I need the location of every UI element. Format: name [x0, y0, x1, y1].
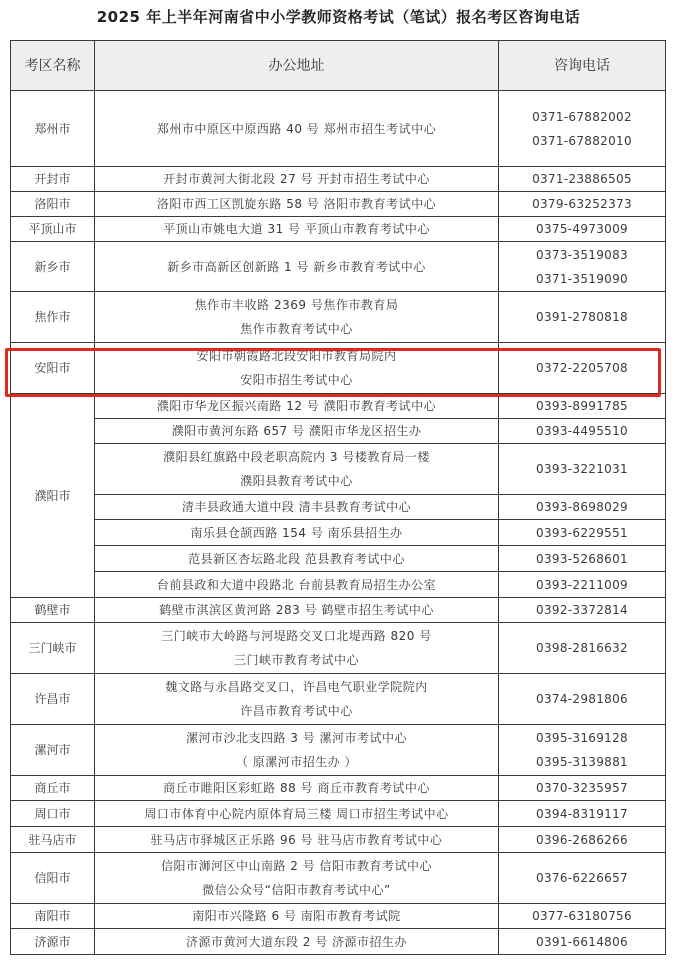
area-cell: 南阳市: [11, 904, 95, 929]
address-cell: 新乡市高新区创新路 1 号 新乡市教育考试中心: [95, 242, 499, 292]
address-cell: 商丘市睢阳区彩虹路 88 号 商丘市教育考试中心: [95, 776, 499, 801]
table-row: [11, 929, 666, 955]
area-cell: 周口市: [11, 801, 95, 827]
page-title: 2025 年上半年河南省中小学教师资格考试（笔试）报名考区咨询电话: [96, 8, 581, 26]
table-row: [11, 572, 666, 598]
area-cell: 驻马店市: [11, 827, 95, 853]
address-line: 信阳市浉河区中山南路 2 号 信阳市教育考试中心: [160, 859, 433, 873]
address-line: 漯河市沙北支四路 3 号 漯河市考试中心: [185, 731, 408, 745]
phone-cell: 0393-8991785: [499, 394, 666, 419]
address-line: （ 原漯河市招生办 ）: [235, 755, 358, 769]
area-cell: 郑州市: [11, 91, 95, 167]
address-cell: 范县新区杏坛路北段 范县教育考试中心: [95, 546, 499, 572]
area-cell: 商丘市: [11, 776, 95, 801]
address-cell: [95, 292, 499, 343]
table-row: [11, 217, 666, 242]
phone-number: 0373-3519083: [536, 247, 628, 262]
phone-cell: 0393-3221031: [499, 444, 666, 495]
table-row: [11, 827, 666, 853]
address-cell: 南乐县仓颉西路 154 号 南乐县招生办: [95, 520, 499, 546]
phone-cell: 0392-3372814: [499, 598, 666, 623]
phone-cell: 0393-4495510: [499, 419, 666, 444]
table-row-highlighted: [11, 343, 666, 394]
table-row: [11, 520, 666, 546]
phone-cell: [499, 91, 666, 167]
table-row: [11, 91, 666, 167]
address-cell: 濮阳市华龙区振兴南路 12 号 濮阳市教育考试中心: [95, 394, 499, 419]
phone-cell: 0379-63252373: [499, 192, 666, 217]
phone-cell: 0372-2205708: [499, 343, 666, 394]
area-cell: 三门峡市: [11, 623, 95, 674]
table-row: [11, 801, 666, 827]
table-row: [11, 394, 666, 419]
area-cell: 平顶山市: [11, 217, 95, 242]
address-cell: [95, 343, 499, 394]
phone-cell: 0391-6614806: [499, 929, 666, 955]
address-cell: 台前县政和大道中段路北 台前县教育局招生办公室: [95, 572, 499, 598]
area-cell: 许昌市: [11, 674, 95, 725]
phone-cell: [499, 242, 666, 292]
address-line: 焦作市教育考试中心: [240, 322, 353, 336]
address-line: 濮阳县红旗路中段老职高院内 3 号楼教育局一楼: [163, 450, 430, 464]
phone-number: 0395-3169128: [536, 731, 628, 745]
address-cell: 鹤壁市淇滨区黄河路 283 号 鹤壁市招生考试中心: [95, 598, 499, 623]
address-line: 三门峡市教育考试中心: [233, 653, 359, 667]
phone-cell: 0394-8319117: [499, 801, 666, 827]
phone-cell: 0371-23886505: [499, 167, 666, 192]
area-cell: 济源市: [11, 929, 95, 955]
area-cell: 鹤壁市: [11, 598, 95, 623]
address-line: 濮阳县教育考试中心: [240, 474, 353, 488]
phone-cell: 0375-4973009: [499, 217, 666, 242]
area-cell: 漯河市: [11, 725, 95, 776]
address-line: 微信公众号“信阳市教育考试中心”: [202, 883, 391, 897]
area-cell: 焦作市: [11, 292, 95, 343]
area-cell: 信阳市: [11, 853, 95, 904]
address-cell: 洛阳市西工区凯旋东路 58 号 洛阳市教育考试中心: [95, 192, 499, 217]
phone-cell: 0377-63180756: [499, 904, 666, 929]
header-area: 考区名称: [11, 41, 95, 91]
phone-number: 0371-67882002: [532, 109, 632, 124]
address-cell: 清丰县政通大道中段 清丰县教育考试中心: [95, 495, 499, 520]
table-row: [11, 242, 666, 292]
address-line: 三门峡市大岭路与河堤路交叉口北堤西路 820 号: [161, 629, 432, 643]
table-row: [11, 192, 666, 217]
address-cell: 郑州市中原区中原西路 40 号 郑州市招生考试中心: [95, 91, 499, 167]
address-cell: [95, 623, 499, 674]
area-cell: 洛阳市: [11, 192, 95, 217]
address-cell: 济源市黄河大道东段 2 号 济源市招生办: [95, 929, 499, 955]
phone-cell: 0374-2981806: [499, 674, 666, 725]
table-header-row: [11, 41, 666, 91]
address-cell: 濮阳市黄河东路 657 号 濮阳市华龙区招生办: [95, 419, 499, 444]
table-row: [11, 444, 666, 495]
table-row: [11, 776, 666, 801]
phone-cell: [499, 725, 666, 776]
table-row: [11, 546, 666, 572]
table-row: [11, 623, 666, 674]
table-row: [11, 167, 666, 192]
address-cell: [95, 853, 499, 904]
phone-cell: 0393-6229551: [499, 520, 666, 546]
phone-cell: 0393-8698029: [499, 495, 666, 520]
table-row: [11, 674, 666, 725]
area-cell: 新乡市: [11, 242, 95, 292]
table-row: [11, 495, 666, 520]
area-cell: 濮阳市: [11, 394, 95, 598]
exam-area-phone-table: [10, 40, 666, 955]
address-cell: 驻马店市驿城区正乐路 96 号 驻马店市教育考试中心: [95, 827, 499, 853]
address-line: 安阳市朝霞路北段安阳市教育局院内: [196, 349, 397, 363]
phone-cell: 0376-6226657: [499, 853, 666, 904]
table-row: [11, 853, 666, 904]
phone-cell: 0391-2780818: [499, 292, 666, 343]
phone-cell: 0396-2686266: [499, 827, 666, 853]
phone-number: 0371-3519090: [536, 271, 628, 286]
phone-cell: 0398-2816632: [499, 623, 666, 674]
table-row: [11, 904, 666, 929]
address-cell: 南阳市兴隆路 6 号 南阳市教育考试院: [95, 904, 499, 929]
address-cell: [95, 444, 499, 495]
address-cell: 开封市黄河大街北段 27 号 开封市招生考试中心: [95, 167, 499, 192]
address-cell: 平顶山市姚电大道 31 号 平顶山市教育考试中心: [95, 217, 499, 242]
address-line: 焦作市丰收路 2369 号焦作市教育局: [194, 298, 399, 312]
table-row: [11, 292, 666, 343]
phone-cell: 0370-3235957: [499, 776, 666, 801]
phone-number: 0395-3139881: [536, 755, 628, 769]
table-row: [11, 598, 666, 623]
table-row: [11, 725, 666, 776]
address-cell: 周口市体育中心院内原体育局三楼 周口市招生考试中心: [95, 801, 499, 827]
address-cell: [95, 674, 499, 725]
phone-cell: 0393-5268601: [499, 546, 666, 572]
header-address: 办公地址: [95, 41, 499, 91]
phone-cell: 0393-2211009: [499, 572, 666, 598]
address-cell: [95, 725, 499, 776]
area-cell: 安阳市: [11, 343, 95, 394]
phone-number: 0371-67882010: [532, 133, 632, 148]
header-phone: 咨询电话: [499, 41, 666, 91]
table-row: [11, 419, 666, 444]
area-cell: 开封市: [11, 167, 95, 192]
address-line: 安阳市招生考试中心: [240, 373, 353, 387]
address-line: 许昌市教育考试中心: [240, 704, 353, 718]
address-line: 魏文路与永昌路交叉口，许昌电气职业学院院内: [165, 680, 428, 694]
